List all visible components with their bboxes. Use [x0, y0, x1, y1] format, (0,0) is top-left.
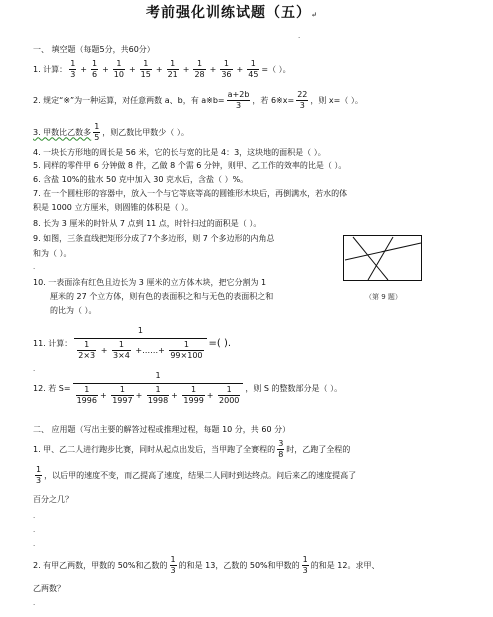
paragraph-mark: . — [33, 365, 36, 373]
question-10-line-1: 10. 一表面涂有红色且边长为 3 厘米的立方体木块，把它分割为 1 — [33, 278, 267, 287]
question-1: 1. 计算： 1 3 + $\frac{1}{6}$ + $\frac{1}{10}$ + $\frac{1}{15}$ + $\frac{1}{21}$ + $\frac{1}{28}$ + $\frac{1}{36}$ + $\frac{1}{45}$ =（ ）。 — [33, 59, 291, 79]
question-11: 11. 计算： 1 $\frac{1}{2\times 3}$ + $\frac{1}{3\times 4}$ +……+ $\frac{1}{99\times 100}$ =( ). — [33, 326, 232, 360]
question-9-line-2: 和为（ ）。 — [33, 249, 72, 258]
section-application-heading: 二、 应用题（写出主要的解答过程或推理过程，每题 10 分，共 60 分） — [33, 425, 291, 434]
question-9-line-1: 9. 如图，三条直线把矩形分成了7个多边形，则 7 个多边形的内角总 — [33, 234, 275, 243]
question-6: 6. 含盐 10%的盐水 50 克中加入 30 克水后，含盐（ ）%。 — [33, 175, 249, 184]
paragraph-mark: . — [298, 32, 301, 40]
paragraph-mark: . — [33, 526, 36, 534]
question-8: 8. 长为 3 厘米的时针从 7 点到 11 点，时针扫过的面积是（ ）。 — [33, 219, 262, 228]
question-2: 2. 规定“※”为一种运算，对任意两数 a、b，有 a※b= $\frac{a+2b}{3}$ ，若 6※x= $\frac{22}{3}$ ，则 x=（ ）。 — [33, 90, 363, 110]
application-2-line-1: 2. 有甲乙两数，甲数的 50%和乙数的 1 3 的和是 13，乙数的 50%和甲数的 1 3 的和是 12。求甲、 — [33, 555, 380, 575]
paragraph-mark: . — [33, 540, 36, 548]
paragraph-mark: . — [33, 599, 36, 607]
paragraph-mark: . — [33, 512, 36, 520]
paragraph-mark: . — [33, 263, 36, 271]
figure-rectangle-three-lines — [343, 235, 423, 285]
question-7-line-1: 7. 在一个圆柱形的容器中，放入一个与它等底等高的圆锥形木块后，再倒满水，若水的体 — [33, 189, 348, 198]
application-1-line-3: 百分之几？ — [33, 495, 73, 504]
question-3: 3. 甲数比乙数多 1 5 ，则乙数比甲数少（ ）。 — [33, 122, 189, 142]
question-5: 5. 同样的零件甲 6 分钟做 8 件，乙做 8 个需 6 分钟，则甲、乙工作的效率的比是（ ）。 — [33, 161, 347, 170]
question-7-line-2: 积是 1000 立方厘米，则圆锥的体积是（ ）。 — [33, 203, 193, 212]
section-fill-in-heading: 一、 填空题（每题5分，共60分） — [33, 45, 155, 54]
application-2-line-2: 乙两数？ — [33, 584, 65, 593]
question-10-line-2: 厘米的 27 个立方体，则有色的表面积之和与无色的表面积之和 — [50, 292, 274, 301]
figure-caption: （第 9 题） — [365, 293, 402, 301]
page-title: 考前强化训练试题（五）↵ — [146, 5, 318, 21]
application-1-line-1: 1. 甲、乙二人进行跑步比赛，同时从起点出发后，当甲跑了全赛程的 3 8 时，乙跑了全程的 — [33, 439, 351, 459]
question-4: 4. 一块长方形地的周长是 56 米，它的长与宽的比是 4：3，这块地的面积是（ ）。 — [33, 148, 326, 157]
application-1-line-2: 1 3 ，以后甲的速度不变，而乙提高了速度，结果二人同时到达终点。问后来乙的速度提高了 — [36, 465, 357, 485]
question-10-line-3: 的比为（ ）。 — [50, 306, 97, 315]
question-12: 12. 若 S= 1 $\frac{1}{1996}$ + $\frac{1}{1997}$ + $\frac{1}{1998}$ + $\frac{1}{1999}$ + $\frac{1}{2000}$ ，则 S 的整数部分是（ ）。 — [33, 371, 343, 405]
